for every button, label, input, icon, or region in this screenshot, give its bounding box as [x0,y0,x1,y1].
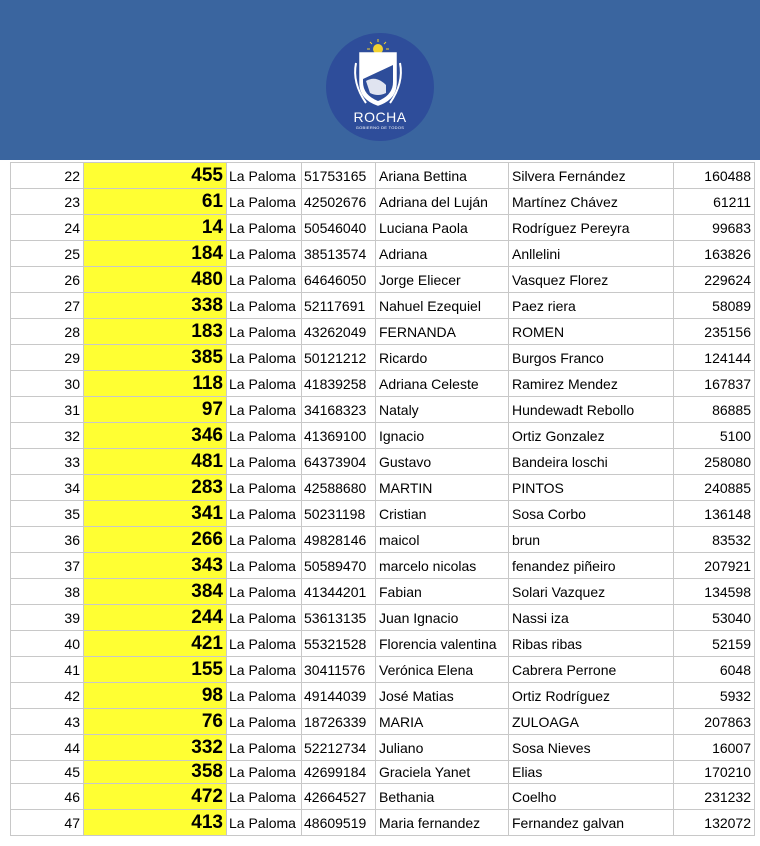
code-cell[interactable]: 53040 [674,605,755,631]
table-row [11,371,755,397]
id-cell[interactable]: 18726339 [302,709,376,735]
code-cell[interactable]: 16007 [674,735,755,761]
id-cell[interactable]: 64646050 [302,267,376,293]
last-name-cell[interactable]: Hundewadt Rebollo [509,397,674,423]
first-name-cell[interactable]: Ariana Bettina [376,163,509,189]
code-cell[interactable]: 229624 [674,267,755,293]
first-name-cell[interactable]: Nahuel Ezequiel [376,293,509,319]
table-row [11,605,755,631]
table-row [11,501,755,527]
first-name-cell[interactable]: maicol [376,527,509,553]
table-row [11,527,755,553]
first-name-cell[interactable]: Cristian [376,501,509,527]
place-cell[interactable]: La Paloma [227,475,302,501]
table-row [11,810,755,836]
code-cell[interactable]: 134598 [674,579,755,605]
id-cell[interactable]: 64373904 [302,449,376,475]
first-name-cell[interactable]: Florencia valentina [376,631,509,657]
row-number-cell[interactable]: 46 [11,784,84,810]
row-number-cell[interactable]: 27 [11,293,84,319]
code-cell[interactable]: 207863 [674,709,755,735]
score-cell[interactable]: 338 [84,293,227,319]
row-number-cell[interactable]: 44 [11,735,84,761]
row-number-cell[interactable]: 25 [11,241,84,267]
table-row [11,553,755,579]
code-cell[interactable]: 5932 [674,683,755,709]
place-cell[interactable]: La Paloma [227,241,302,267]
id-cell[interactable]: 41369100 [302,423,376,449]
last-name-cell[interactable]: Silvera Fernández [509,163,674,189]
table-row [11,631,755,657]
first-name-cell[interactable]: Luciana Paola [376,215,509,241]
place-cell[interactable]: La Paloma [227,784,302,810]
last-name-cell[interactable]: Vasquez Florez [509,267,674,293]
place-cell[interactable]: La Paloma [227,423,302,449]
code-cell[interactable]: 136148 [674,501,755,527]
id-cell[interactable]: 48609519 [302,810,376,836]
table-row [11,761,755,784]
last-name-cell[interactable]: fenandez piñeiro [509,553,674,579]
row-number-cell[interactable]: 36 [11,527,84,553]
row-number-cell[interactable]: 32 [11,423,84,449]
code-cell[interactable]: 99683 [674,215,755,241]
last-name-cell[interactable]: Ortiz Gonzalez [509,423,674,449]
score-cell[interactable]: 184 [84,241,227,267]
row-number-cell[interactable]: 39 [11,605,84,631]
score-cell[interactable]: 14 [84,215,227,241]
table-row [11,709,755,735]
last-name-cell[interactable]: Solari Vazquez [509,579,674,605]
last-name-cell[interactable]: Martínez Chávez [509,189,674,215]
code-cell[interactable]: 163826 [674,241,755,267]
table-row [11,683,755,709]
first-name-cell[interactable]: José Matias [376,683,509,709]
id-cell[interactable]: 52117691 [302,293,376,319]
table-row [11,657,755,683]
place-cell[interactable]: La Paloma [227,215,302,241]
first-name-cell[interactable]: Maria fernandez [376,810,509,836]
row-number-cell[interactable]: 34 [11,475,84,501]
score-cell[interactable]: 358 [84,761,227,784]
id-cell[interactable]: 42502676 [302,189,376,215]
score-cell[interactable]: 480 [84,267,227,293]
last-name-cell[interactable]: Ramirez Mendez [509,371,674,397]
score-cell[interactable]: 98 [84,683,227,709]
first-name-cell[interactable]: Bethania [376,784,509,810]
id-cell[interactable]: 51753165 [302,163,376,189]
row-number-cell[interactable]: 29 [11,345,84,371]
code-cell[interactable]: 235156 [674,319,755,345]
id-cell[interactable]: 49144039 [302,683,376,709]
row-number-cell[interactable]: 22 [11,163,84,189]
score-cell[interactable]: 183 [84,319,227,345]
logo-subtitle: GOBIERNO DE TODOS [355,125,405,130]
id-cell[interactable]: 42588680 [302,475,376,501]
first-name-cell[interactable]: Nataly [376,397,509,423]
last-name-cell[interactable]: ZULOAGA [509,709,674,735]
score-cell[interactable]: 155 [84,657,227,683]
score-cell[interactable]: 346 [84,423,227,449]
place-cell[interactable]: La Paloma [227,267,302,293]
first-name-cell[interactable]: marcelo nicolas [376,553,509,579]
row-number-cell[interactable]: 43 [11,709,84,735]
code-cell[interactable]: 231232 [674,784,755,810]
row-number-cell[interactable]: 40 [11,631,84,657]
row-number-cell[interactable]: 23 [11,189,84,215]
code-cell[interactable]: 58089 [674,293,755,319]
score-cell[interactable]: 343 [84,553,227,579]
first-name-cell[interactable]: Juliano [376,735,509,761]
place-cell[interactable]: La Paloma [227,810,302,836]
table-row [11,423,755,449]
code-cell[interactable]: 124144 [674,345,755,371]
row-number-cell[interactable]: 30 [11,371,84,397]
place-cell[interactable]: La Paloma [227,501,302,527]
score-cell[interactable]: 341 [84,501,227,527]
place-cell[interactable]: La Paloma [227,163,302,189]
row-number-cell[interactable]: 24 [11,215,84,241]
table-row [11,784,755,810]
table-row [11,189,755,215]
first-name-cell[interactable]: Graciela Yanet [376,761,509,784]
score-cell[interactable]: 76 [84,709,227,735]
first-name-cell[interactable]: Verónica Elena [376,657,509,683]
row-number-cell[interactable]: 38 [11,579,84,605]
code-cell[interactable]: 6048 [674,657,755,683]
score-cell[interactable]: 385 [84,345,227,371]
id-cell[interactable]: 34168323 [302,397,376,423]
table-row [11,293,755,319]
first-name-cell[interactable]: Fabian [376,579,509,605]
place-cell[interactable]: La Paloma [227,683,302,709]
last-name-cell[interactable]: brun [509,527,674,553]
row-number-cell[interactable]: 42 [11,683,84,709]
id-cell[interactable]: 49828146 [302,527,376,553]
first-name-cell[interactable]: Adriana del Luján [376,189,509,215]
logo-name: ROCHA [353,109,407,125]
id-cell[interactable]: 30411576 [302,657,376,683]
code-cell[interactable]: 207921 [674,553,755,579]
code-cell[interactable]: 258080 [674,449,755,475]
last-name-cell[interactable]: Fernandez galvan [509,810,674,836]
place-cell[interactable]: La Paloma [227,449,302,475]
score-cell[interactable]: 472 [84,784,227,810]
place-cell[interactable]: La Paloma [227,579,302,605]
score-cell[interactable]: 413 [84,810,227,836]
code-cell[interactable]: 5100 [674,423,755,449]
code-cell[interactable]: 61211 [674,189,755,215]
score-cell[interactable]: 384 [84,579,227,605]
score-cell[interactable]: 332 [84,735,227,761]
score-cell[interactable]: 481 [84,449,227,475]
table-row [11,449,755,475]
last-name-cell[interactable]: Anllelini [509,241,674,267]
row-number-cell[interactable]: 45 [11,761,84,784]
place-cell[interactable]: La Paloma [227,527,302,553]
table-row [11,267,755,293]
place-cell[interactable]: La Paloma [227,397,302,423]
row-number-cell[interactable]: 35 [11,501,84,527]
score-cell[interactable]: 118 [84,371,227,397]
score-cell[interactable]: 97 [84,397,227,423]
score-cell[interactable]: 266 [84,527,227,553]
code-cell[interactable]: 240885 [674,475,755,501]
table-row [11,579,755,605]
last-name-cell[interactable]: Rodríguez Pereyra [509,215,674,241]
last-name-cell[interactable]: Burgos Franco [509,345,674,371]
id-cell[interactable]: 41344201 [302,579,376,605]
participants-table [10,162,755,836]
id-cell[interactable]: 53613135 [302,605,376,631]
score-cell[interactable]: 455 [84,163,227,189]
code-cell[interactable]: 132072 [674,810,755,836]
row-number-cell[interactable]: 33 [11,449,84,475]
row-number-cell[interactable]: 26 [11,267,84,293]
last-name-cell[interactable]: Sosa Nieves [509,735,674,761]
table-row [11,241,755,267]
id-cell[interactable]: 50589470 [302,553,376,579]
first-name-cell[interactable]: Adriana Celeste [376,371,509,397]
row-number-cell[interactable]: 31 [11,397,84,423]
row-number-cell[interactable]: 41 [11,657,84,683]
table-row [11,475,755,501]
code-cell[interactable]: 83532 [674,527,755,553]
last-name-cell[interactable]: Nassi iza [509,605,674,631]
first-name-cell[interactable]: Adriana [376,241,509,267]
place-cell[interactable]: La Paloma [227,735,302,761]
first-name-cell[interactable]: MARTIN [376,475,509,501]
table-row [11,735,755,761]
id-cell[interactable]: 43262049 [302,319,376,345]
id-cell[interactable]: 52212734 [302,735,376,761]
place-cell[interactable]: La Paloma [227,345,302,371]
code-cell[interactable]: 86885 [674,397,755,423]
id-cell[interactable]: 50231198 [302,501,376,527]
last-name-cell[interactable]: Paez riera [509,293,674,319]
last-name-cell[interactable]: Ribas ribas [509,631,674,657]
table-row [11,163,755,189]
table-row [11,215,755,241]
code-cell[interactable]: 167837 [674,371,755,397]
id-cell[interactable]: 50546040 [302,215,376,241]
place-cell[interactable]: La Paloma [227,657,302,683]
rocha-logo [326,33,434,141]
last-name-cell[interactable]: Bandeira loschi [509,449,674,475]
id-cell[interactable]: 41839258 [302,371,376,397]
place-cell[interactable]: La Paloma [227,319,302,345]
last-name-cell[interactable]: Elias [509,761,674,784]
place-cell[interactable]: La Paloma [227,371,302,397]
spreadsheet [10,162,755,836]
score-cell[interactable]: 283 [84,475,227,501]
code-cell[interactable]: 52159 [674,631,755,657]
score-cell[interactable]: 61 [84,189,227,215]
last-name-cell[interactable]: PINTOS [509,475,674,501]
first-name-cell[interactable]: Gustavo [376,449,509,475]
score-cell[interactable]: 244 [84,605,227,631]
place-cell[interactable]: La Paloma [227,709,302,735]
first-name-cell[interactable]: Jorge Eliecer [376,267,509,293]
first-name-cell[interactable]: FERNANDA [376,319,509,345]
first-name-cell[interactable]: Ricardo [376,345,509,371]
first-name-cell[interactable]: MARIA [376,709,509,735]
table-body [11,163,755,836]
last-name-cell[interactable]: Sosa Corbo [509,501,674,527]
row-number-cell[interactable]: 37 [11,553,84,579]
first-name-cell[interactable]: Juan Ignacio [376,605,509,631]
code-cell[interactable]: 160488 [674,163,755,189]
last-name-cell[interactable]: ROMEN [509,319,674,345]
place-cell[interactable]: La Paloma [227,293,302,319]
score-cell[interactable]: 421 [84,631,227,657]
table-row [11,319,755,345]
last-name-cell[interactable]: Cabrera Perrone [509,657,674,683]
place-cell[interactable]: La Paloma [227,631,302,657]
place-cell[interactable]: La Paloma [227,761,302,784]
last-name-cell[interactable]: Ortiz Rodríguez [509,683,674,709]
place-cell[interactable]: La Paloma [227,553,302,579]
table-row [11,345,755,371]
table-row [11,397,755,423]
last-name-cell[interactable]: Coelho [509,784,674,810]
id-cell[interactable]: 42664527 [302,784,376,810]
row-number-cell[interactable]: 47 [11,810,84,836]
id-cell[interactable]: 38513574 [302,241,376,267]
place-cell[interactable]: La Paloma [227,189,302,215]
first-name-cell[interactable]: Ignacio [376,423,509,449]
id-cell[interactable]: 50121212 [302,345,376,371]
place-cell[interactable]: La Paloma [227,605,302,631]
id-cell[interactable]: 42699184 [302,761,376,784]
code-cell[interactable]: 170210 [674,761,755,784]
row-number-cell[interactable]: 28 [11,319,84,345]
header-banner [0,0,760,160]
id-cell[interactable]: 55321528 [302,631,376,657]
